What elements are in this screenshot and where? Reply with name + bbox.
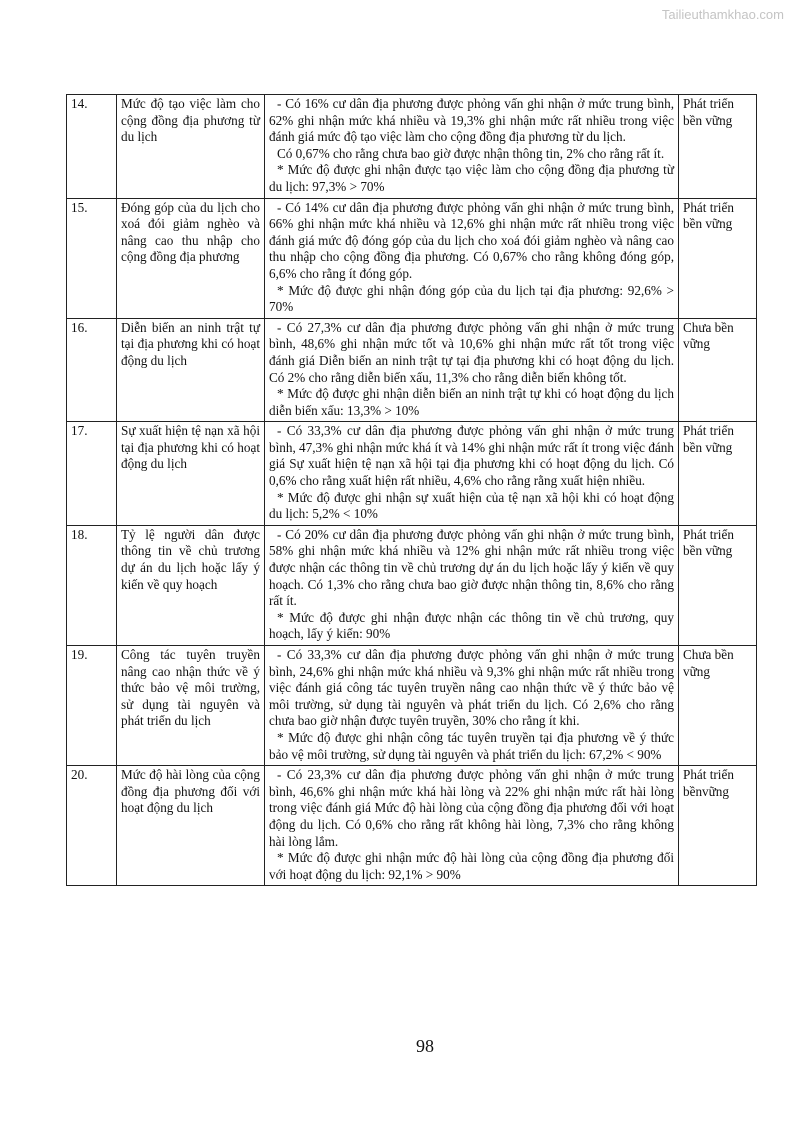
table-row xyxy=(67,198,757,318)
evaluation-table xyxy=(66,94,757,886)
finding-paragraph: - Có 33,3% cư dân địa phương được phỏng vấn ghi nhận ở mức trung bình, 47,3% ghi nhận mức khá ít và 14% ghi nhận mức rất ít trong việc đánh giá Sự xuất hiện tệ nạn xã hội tại địa phương khi có hoạt động du lịch. Có 0,6% cho rằng xuất hiện rất nhiều, 4,6% cho rằng rằng xuất hiện nhiều. xyxy=(269,423,674,489)
finding-paragraph: - Có 33,3% cư dân địa phương được phỏng vấn ghi nhận ở mức trung bình, 24,6% ghi nhận mức khá nhiều và 9,3% ghi nhận mức rất nhiều trong việc đánh giá công tác tuyên truyền nâng cao nhận thức về ý thức bảo vệ môi trường, sử dụng tài nguyên và phát triển du lịch. Có 2,6% cho rằng chưa bao giờ nhận được tuyên truyền, 30% cho rằng ít khi. xyxy=(269,647,674,729)
table-row xyxy=(67,318,757,422)
finding-paragraph: Có 0,67% cho rằng chưa bao giờ được nhận thông tin, 2% cho rằng rất ít. xyxy=(277,145,665,161)
row-number: 16. xyxy=(67,318,117,422)
result-cell: Phát triển bền vững xyxy=(679,95,757,199)
result-cell: Chưa bền vững xyxy=(679,646,757,766)
row-number: 18. xyxy=(67,525,117,645)
finding-paragraph: * Mức độ được ghi nhận đóng góp của du lịch tại địa phương: 92,6% > 70% xyxy=(269,282,674,315)
finding-paragraph: - Có 16% cư dân địa phương được phỏng vấn ghi nhận ở mức trung bình, 62% ghi nhận mức khá nhiều và 19,3% ghi nhận mức rất nhiều trong việc đánh giá mức độ tạo việc làm cho cộng đồng địa phương từ du lịch. xyxy=(269,96,674,145)
findings-cell xyxy=(265,766,679,886)
criterion-cell: Diễn biến an ninh trật tự tại địa phương khi có hoạt động du lịch xyxy=(117,318,265,422)
findings-cell xyxy=(265,198,679,318)
row-number: 15. xyxy=(67,198,117,318)
table-row xyxy=(67,766,757,886)
finding-paragraph: - Có 14% cư dân địa phương được phỏng vấn ghi nhận ở mức trung bình, 66% ghi nhận mức khá nhiều và 12,6% ghi nhận mức rất nhiều trong việc đánh giá mức độ đóng góp của du lịch cho xoá đói giảm nghèo và nâng cao thu nhập cho cộng đồng địa phương. Có 0,67% cho rằng không đóng góp, 6,6% cho rằng ít đóng góp. xyxy=(269,199,674,281)
finding-paragraph: - Có 20% cư dân địa phương được phỏng vấn ghi nhận ở mức trung bình, 58% ghi nhận mức khá nhiều và 12% ghi nhận mức rất nhiều trong việc được nhận các thông tin về chủ trương dự án du lịch hoặc lấy ý kiến về quy hoạch. Có 1,3% cho rằng chưa bao giờ được nhận thông tin, 8,6% cho rằng rất ít. xyxy=(269,526,674,609)
finding-paragraph: * Mức độ được ghi nhận mức độ hài lòng của cộng đồng địa phương đối với hoạt động du lịch: 92,1% > 90% xyxy=(269,850,674,882)
finding-paragraph: * Mức độ được ghi nhận được nhận các thông tin về chủ trương, quy hoạch, lấy ý kiến: 90% xyxy=(269,609,674,642)
findings-cell xyxy=(265,646,679,766)
result-cell: Chưa bền vững xyxy=(679,318,757,422)
table-row xyxy=(67,422,757,526)
finding-paragraph: - Có 27,3% cư dân địa phương được phỏng vấn ghi nhận ở mức trung bình, 48,6% ghi nhận mức tốt và 10,6% ghi nhận mức rất tốt trong việc đánh giá Diễn biến an ninh trật tự tại địa phương khi có hoạt động du lịch. Có 2% cho rằng diễn biến xấu, 11,3% cho rằng diễn biến không tốt. xyxy=(269,319,674,385)
watermark: Tailieuthamkhao.com xyxy=(661,7,784,22)
criterion-cell: Tỷ lệ người dân được thông tin về chủ trương dự án du lịch hoặc lấy ý kiến về quy hoạch xyxy=(117,525,265,645)
result-cell: Phát triển bền vững xyxy=(679,422,757,526)
criterion-cell: Mức độ tạo việc làm cho cộng đồng địa phương từ du lịch xyxy=(117,95,265,199)
criterion-cell: Công tác tuyên truyền nâng cao nhận thức về ý thức bảo vệ môi trường, sử dụng tài nguyên và phát triển du lịch xyxy=(117,646,265,766)
row-number: 19. xyxy=(67,646,117,766)
finding-paragraph: * Mức độ được ghi nhận diễn biến an ninh trật tự khi có hoạt động du lịch diễn biến xấu: 13,3% > 10% xyxy=(269,386,674,418)
findings-cell xyxy=(265,95,679,199)
finding-paragraph: - Có 23,3% cư dân địa phương được phỏng vấn ghi nhận ở mức trung bình, 46,6% ghi nhận mức khá hài lòng và 22% ghi nhận mức rất hài lòng trong việc đánh giá Mức độ hài lòng của cộng đồng địa phương đối với hoạt động du lịch. Có 0,6% cho rằng rất không hài lòng, 7,3% cho rằng không hài lòng lắm. xyxy=(269,767,674,849)
row-number: 14. xyxy=(67,95,117,199)
table-row xyxy=(67,646,757,766)
findings-cell xyxy=(265,525,679,645)
row-number: 17. xyxy=(67,422,117,526)
result-cell: Phát triển bềnvững xyxy=(679,766,757,886)
finding-paragraph: * Mức độ được ghi nhận công tác tuyên truyền tại địa phương về ý thức bảo vệ môi trường, sử dụng tài nguyên và phát triển du lịch: 67,2% < 90% xyxy=(269,729,674,762)
table-row xyxy=(67,95,757,199)
result-cell: Phát triển bền vững xyxy=(679,525,757,645)
finding-paragraph: * Mức độ được ghi nhận sự xuất hiện của tệ nạn xã hội khi có hoạt động du lịch: 5,2% < 10% xyxy=(269,489,674,522)
criterion-cell: Đóng góp của du lịch cho xoá đói giảm nghèo và nâng cao thu nhập cho cộng đồng địa phương xyxy=(117,198,265,318)
finding-paragraph: * Mức độ được ghi nhận được tạo việc làm cho cộng đồng địa phương từ du lịch: 97,3% > 70% xyxy=(269,162,674,194)
criterion-cell: Sự xuất hiện tệ nạn xã hội tại địa phương khi có hoạt động du lịch xyxy=(117,422,265,526)
findings-cell xyxy=(265,318,679,422)
table-row xyxy=(67,525,757,645)
page-number: 98 xyxy=(416,1036,434,1056)
result-cell: Phát triển bền vững xyxy=(679,198,757,318)
criterion-cell: Mức độ hài lòng của cộng đồng địa phương đối với hoạt động du lịch xyxy=(117,766,265,886)
row-number: 20. xyxy=(67,766,117,886)
findings-cell xyxy=(265,422,679,526)
